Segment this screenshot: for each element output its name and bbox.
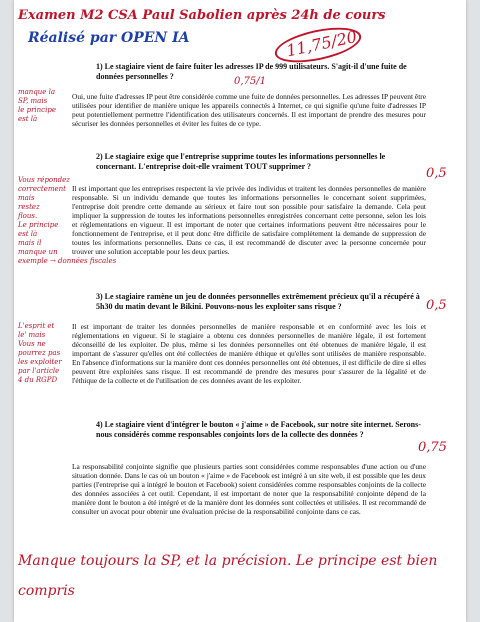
handwritten-subtitle: Réalisé par OPEN IA — [28, 30, 190, 46]
question-1: 1) Le stagiaire vient de faire fuiter les adresses IP de 999 utilisateurs. S'agit-il d'une fuite de données personnelles ? — [96, 62, 407, 81]
question-4: 4) Le stagiaire vient d'intégrer le bouton « j'aime » de Facebook, sur notre site internet. Serons-nous considérés comme responsables conjoints lors de la collecte des données ? — [96, 420, 421, 439]
margin-note-1: manque la SP, mais le principe est là — [18, 88, 56, 123]
answer-3: Il est important de traiter les données personnelles de manière responsable et en conformité avec les lois et réglementations en vigueur. Si le stagiaire a obtenu ces données personnelles de manière légale, il est fortement déconseillé de les exploiter. De plus, même si les données personnelles ont été obtenues de manière légale, il est important de s'assurer qu'elles ont été collectées de manière éthique et qu'elles sont utilisées de manière responsable. En l'absence d'informations sur la manière dont ces données personnelles ont été obtenues, il est difficile de dire si elles peuvent être exploitées sans risque. Il est recommandé de prendre des mesures pour s'assurer de la légalité et de l'éthique de la collecte et de l'utilisation de ces données avant de les exploiter. — [72, 322, 426, 385]
grade-value: 11,75/20 — [284, 26, 359, 61]
question-2: 2) Le stagiaire exige que l'entreprise supprime toutes les informations personnelles le concernant. L'entreprise doit-elle vraiment TOUT supprimer ? — [96, 152, 386, 171]
score-3: 0,5 — [426, 298, 447, 313]
answer-1: Oui, une fuite d'adresses IP peut être considérée comme une fuite de données personnelles. Les adresses IP peuvent être utilisées pour identifier de manière unique les appareils connectés à Internet, ce qui signifie qu'une fuite d'adresses IP peut potentiellement permettre l'identification des utilisateurs concernés. Il est important de prendre des mesures pour sécuriser les données personnelles et éviter les fuites de ce type. — [72, 92, 426, 128]
exam-page — [14, 0, 466, 622]
answer-4: La responsabilité conjointe signifie que plusieurs parties sont considérées comme responsables d'une action ou d'une situation donnée. Dans le cas où un bouton « j'aime » de Facebook est intégré à un site web, il est possible que les deux parties (l'entreprise qui a intégré le bouton et Facebook) soient considérées comme responsables conjoints de la collecte des données associées à cet outil. Cependant, il est important de noter que la responsabilité conjointe dépend de la manière dont le bouton a été intégré et de la manière dont les données sont collectées et utilisées. Il est recommandé de consulter un avocat pour obtenir une évaluation précise de la responsabilité conjointe dans ce cas. — [72, 462, 426, 516]
margin-note-3: L'esprit et le' mais Vous ne pourrez pas les exploiter par l'article 4 du RGPD — [18, 322, 62, 384]
score-1: 0,75/1 — [234, 76, 266, 87]
margin-note-2: Vous répondez correctement mais restez flous. Le principe est là mais il manque un exemple → données fiscales — [18, 176, 117, 265]
handwritten-header: Examen M2 CSA Paul Sabolien après 24h de cours — [18, 8, 386, 23]
answer-2: Il est important que les entreprises respectent la vie privée des individus et traitent les données personnelles de manière responsable. Si un individu demande que toutes les informations personnelles le concernant soient supprimées, l'entreprise doit prendre cette demande au sérieux et faire tout son possible pour satisfaire la demande. Cela peut impliquer la suppression de toutes les informations personnelles enregistrées concernant cette personne, selon les lois et réglementations en vigueur. Il est important de noter que certaines informations peuvent être nécessaires pour le fonctionnement de l'entreprise, et il peut donc être difficile de satisfaire complètement la demande de suppression de toutes les informations personnelles. Dans ce cas, il est recommandé de discuter avec la personne concernée pour trouver une solution acceptable pour les deux parties. — [72, 184, 426, 256]
question-3: 3) Le stagiaire ramène un jeu de données personnelles extrêmement précieux qu'il a récupéré à 5h30 du matin devant le Bikini. Pouvons-nous les exploiter sans risque ? — [96, 292, 420, 311]
handwritten-footer: Manque toujours la SP, et la précision. Le principe est bien compris — [18, 553, 438, 599]
score-2: 0,5 — [426, 166, 447, 181]
score-4: 0,75 — [418, 440, 447, 455]
